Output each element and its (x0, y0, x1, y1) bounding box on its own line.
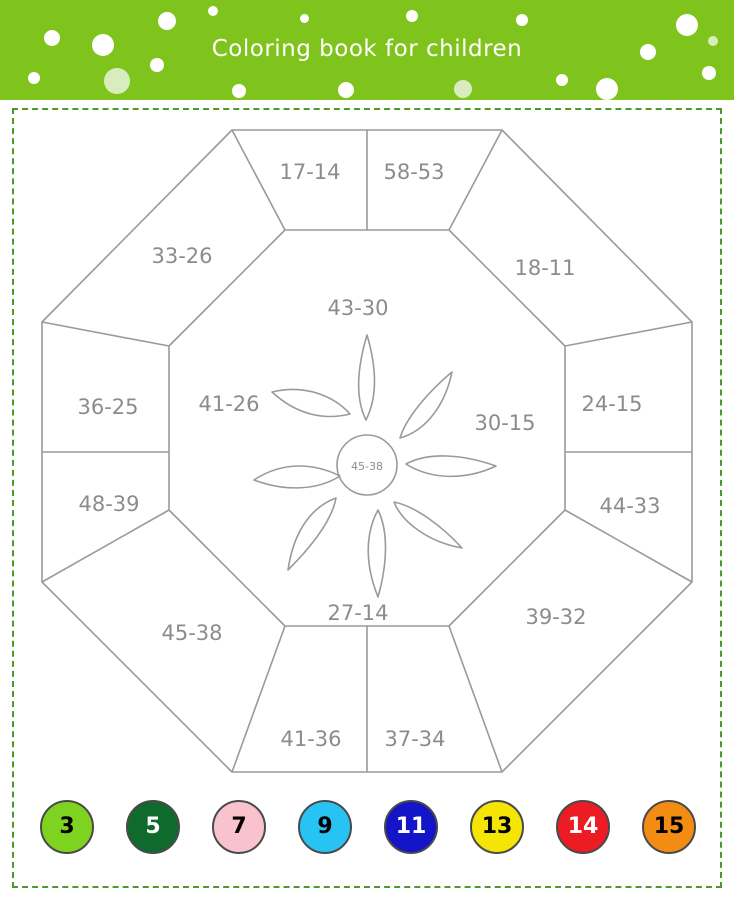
palette-swatch-15[interactable] (642, 800, 696, 854)
coloring-artwork (0, 100, 734, 800)
cell-label: 41-26 (198, 392, 260, 416)
palette-number: 14 (567, 814, 599, 839)
palette-swatch-13[interactable] (470, 800, 524, 854)
decor-bubble (676, 14, 698, 36)
palette-swatch-7[interactable] (212, 800, 266, 854)
cell-label: 48-39 (78, 492, 140, 516)
decor-bubble (28, 72, 40, 84)
decor-bubble (232, 84, 246, 98)
decor-bubble (556, 74, 568, 86)
palette-number: 5 (145, 814, 161, 839)
palette-number: 15 (653, 814, 685, 839)
decor-bubble (406, 10, 418, 22)
decor-bubble (300, 14, 309, 23)
cell-label: 45-38 (161, 621, 223, 645)
cell-label: 39-32 (525, 605, 587, 629)
decor-bubble (702, 66, 716, 80)
spoke (42, 322, 169, 346)
header-banner (0, 0, 734, 100)
spoke (565, 322, 692, 346)
decor-bubble (158, 12, 176, 30)
spoke (42, 510, 169, 582)
decor-bubble (338, 82, 354, 98)
page-title: Coloring book for children (211, 36, 523, 62)
decor-bubble (104, 68, 130, 94)
spoke (232, 130, 285, 230)
decor-bubble (516, 14, 528, 26)
palette-swatch-14[interactable] (556, 800, 610, 854)
cell-label: 43-30 (327, 296, 389, 320)
palette-swatch-11[interactable] (384, 800, 438, 854)
cell-label: 36-25 (77, 395, 139, 419)
cell-label: 33-26 (151, 244, 213, 268)
color-palette (0, 790, 734, 890)
cell-label-center: 45-38 (351, 460, 383, 473)
cell-label: 30-15 (474, 411, 536, 435)
palette-swatch-9[interactable] (298, 800, 352, 854)
decor-bubble (596, 78, 618, 100)
palette-number: 9 (317, 814, 333, 839)
cell-label: 24-15 (581, 392, 643, 416)
spoke (449, 626, 502, 772)
palette-number: 13 (481, 814, 513, 839)
cell-label: 41-36 (280, 727, 342, 751)
decor-bubble (208, 6, 218, 16)
cell-label: 18-11 (514, 256, 576, 280)
palette-number: 11 (395, 814, 427, 839)
cell-label: 37-34 (384, 727, 446, 751)
spoke (565, 510, 692, 582)
palette-swatch-3[interactable] (40, 800, 94, 854)
spoke (232, 626, 285, 772)
decor-bubble (454, 80, 472, 98)
palette-number: 3 (59, 814, 75, 839)
cell-label: 17-14 (279, 160, 341, 184)
cell-label: 27-14 (327, 601, 389, 625)
palette-number: 7 (231, 814, 247, 839)
cell-label: 58-53 (383, 160, 445, 184)
cell-label: 44-33 (599, 494, 661, 518)
spoke (449, 130, 502, 230)
palette-swatch-5[interactable] (126, 800, 180, 854)
